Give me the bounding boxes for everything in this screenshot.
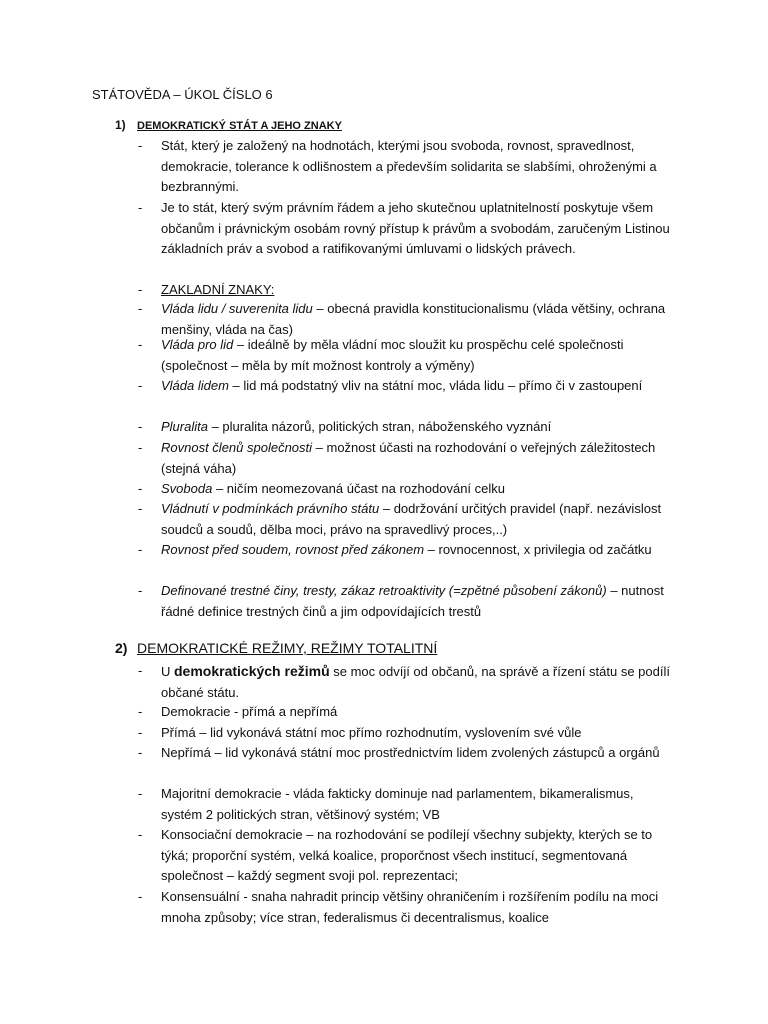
item-text: Je to stát, který svým právním řádem a jeho skutečnou uplatnitelností poskytuje všem občanům i právnickým osobám rovný přístup k právům a svobodám, zaručeným Listinou základních práv a svobod a ratifikovanými úmluvami o lidských právech. [161, 200, 670, 257]
dash-bullet: - [138, 745, 143, 760]
item-text: Konsensuální - snaha nahradit princip většiny ohraničením i rozšířením podílu na moci mnoha způsoby; více stran, federalismus či decentralismus, koalice [161, 889, 659, 925]
dash-bullet: - [138, 501, 143, 516]
section-number: 1) [115, 118, 126, 132]
dash-bullet: - [138, 889, 143, 904]
item-term: ZAKLADNÍ ZNAKY: [161, 282, 275, 297]
list-item [138, 887, 678, 928]
dash-bullet: - [138, 786, 143, 801]
dash-bullet: - [138, 378, 143, 393]
item-term: demokratických režimů [174, 663, 330, 679]
item-text: – dodržování určitých pravidel (např. nezávislost soudců a soudů, dělba moci, právo na spravedlivý proces,..) [161, 501, 662, 537]
item-term: Rovnost členů společnosti [161, 440, 313, 455]
section-1-heading [115, 118, 342, 132]
item-text: – možnost účasti na rozhodování o veřejných záležitostech (stejná váha) [161, 440, 656, 476]
item-term: Vláda lidem [161, 378, 229, 393]
dash-bullet: - [138, 704, 143, 719]
item-text: – rovnocennost, x privilegia od začátku [424, 542, 652, 557]
item-text: Majoritní demokracie - vláda fakticky dominuje nad parlamentem, bikameralismus, systém 2 politických stran, většinový systém; VB [161, 786, 634, 822]
dash-bullet: - [138, 663, 143, 678]
item-text: – nutnost řádné definice trestných činů a jim odpovídajících trestů [161, 583, 664, 619]
item-term: Svoboda [161, 481, 213, 496]
list-item [138, 499, 678, 540]
section-title: DEMOKRATICKÉ REŽIMY, REŽIMY TOTALITNÍ [137, 640, 438, 656]
item-prefix: U [161, 664, 174, 679]
item-text: – obecná pravidla konstitucionalismu (vláda většiny, ochrana menšiny, vláda na čas) [161, 301, 666, 337]
item-text: Demokracie - přímá a nepřímá [161, 704, 338, 719]
list-item [138, 702, 678, 723]
dash-bullet: - [138, 282, 143, 297]
list-item [138, 198, 678, 260]
list-item [138, 825, 678, 887]
dash-bullet: - [138, 583, 143, 598]
item-term: Vláda lidu / suverenita lidu [161, 301, 313, 316]
dash-bullet: - [138, 419, 143, 434]
dash-bullet: - [138, 200, 143, 215]
dash-bullet: - [138, 725, 143, 740]
list-item [138, 581, 678, 622]
list-item [138, 723, 678, 744]
list-item [138, 438, 678, 479]
dash-bullet: - [138, 440, 143, 455]
item-text: Stát, který je založený na hodnotách, kterými jsou svoboda, rovnost, spravedlnost, demokracie, tolerance k odlišnostem a především solidarita se slabšími, ohroženými a bezbrannými. [161, 138, 657, 195]
list-item [138, 417, 678, 438]
item-term: Rovnost před soudem, rovnost před zákonem [161, 542, 425, 557]
dash-bullet: - [138, 138, 143, 153]
item-text: Nepřímá – lid vykonává státní moc prostřednictvím lidem zvolených zástupců a orgánů [161, 745, 660, 760]
item-text: – ideálně by měla vládní moc sloužit ku prospěchu celé společnosti (společnost – měla by mít možnost kontroly a výměny) [161, 337, 624, 373]
item-term: Vládnutí v podmínkách právního státu [161, 501, 380, 516]
list-item [138, 743, 678, 764]
list-item [138, 661, 678, 703]
list-item [138, 299, 678, 340]
item-term: Pluralita [161, 419, 208, 434]
dash-bullet: - [138, 481, 143, 496]
item-text: – pluralita názorů, politických stran, náboženského vyznání [207, 419, 552, 434]
list-item [138, 540, 678, 561]
item-text: Přímá – lid vykonává státní moc přímo rozhodnutím, vyslovením své vůle [161, 725, 582, 740]
item-text: Konsociační demokracie – na rozhodování se podílejí všechny subjekty, kterých se to týká; proporční systém, velká koalice, proporčnost všech institucí, segmentovaná společnost – každý segment svoji pol. reprezentaci; [161, 827, 653, 884]
section-number: 2) [115, 640, 128, 656]
item-term: Definované trestné činy, tresty, zákaz retroaktivity (=zpětné působení zákonů) [161, 583, 607, 598]
dash-bullet: - [138, 827, 143, 842]
dash-bullet: - [138, 301, 143, 316]
list-item [138, 376, 678, 397]
list-item [138, 479, 678, 500]
item-term: Vláda pro lid [161, 337, 234, 352]
list-item [138, 280, 678, 301]
item-text: – ničím neomezovaná účast na rozhodování celku [212, 481, 505, 496]
dash-bullet: - [138, 337, 143, 352]
list-item [138, 335, 678, 376]
section-2-heading [115, 640, 437, 656]
document-title: STÁTOVĚDA – ÚKOL ČÍSLO 6 [92, 87, 273, 102]
dash-bullet: - [138, 542, 143, 557]
list-item [138, 784, 678, 825]
section-title: DEMOKRATICKÝ STÁT A JEHO ZNAKY [137, 120, 342, 132]
list-item [138, 136, 678, 198]
item-text: – lid má podstatný vliv na státní moc, vláda lidu – přímo či v zastoupení [228, 378, 643, 393]
item-text: se moc odvíjí od občanů, na správě a řízení státu se podílí občané státu. [161, 664, 670, 700]
